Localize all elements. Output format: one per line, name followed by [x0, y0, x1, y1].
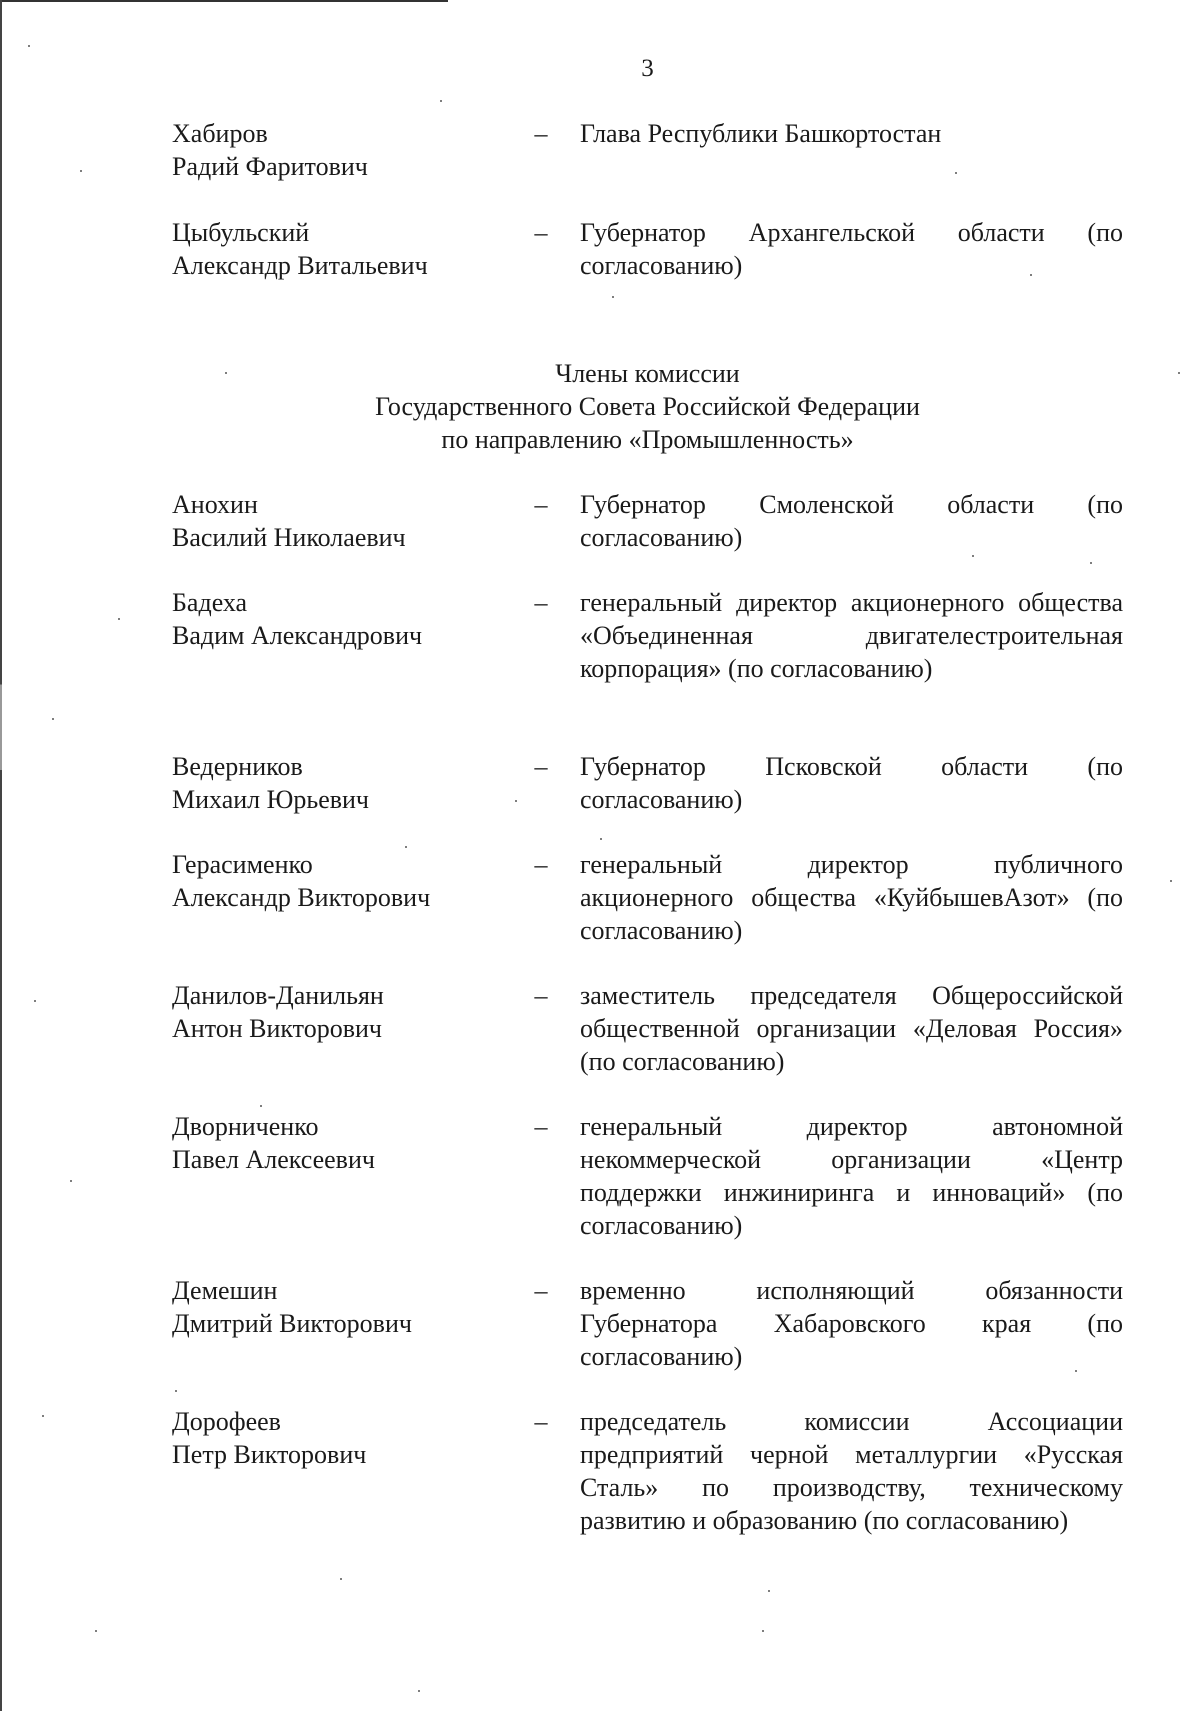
scan-speck [225, 372, 227, 374]
person-name [172, 1405, 502, 1471]
scan-speck [955, 172, 957, 174]
position-description: Губернатор Псковской области (по согласованию) [580, 752, 1123, 814]
person-name [172, 848, 502, 914]
person-name [172, 117, 502, 183]
scan-speck [1030, 274, 1032, 276]
person-name [172, 1110, 502, 1176]
scan-speck [175, 1390, 177, 1392]
scan-speck [118, 618, 120, 620]
dash-separator: – [534, 218, 548, 247]
surname: Герасименко [172, 850, 313, 879]
scan-speck [80, 170, 82, 172]
surname: Дорофеев [172, 1407, 281, 1436]
scan-speck [1178, 372, 1180, 374]
scan-speck [42, 1415, 44, 1417]
scan-speck [612, 296, 614, 298]
scan-speck [418, 1690, 420, 1692]
dash-separator: – [534, 1407, 548, 1436]
scan-speck [440, 100, 442, 102]
section-heading-line: Государственного Совета Российской Федерации [375, 392, 920, 421]
dash-separator: – [534, 981, 548, 1010]
surname: Демешин [172, 1276, 278, 1305]
dash-separator: – [534, 1276, 548, 1305]
position-description: временно исполняющий обязанности Губернатора Хабаровского края (по согласованию) [580, 1276, 1123, 1371]
dash-separator: – [534, 588, 548, 617]
scan-speck [28, 45, 30, 47]
given-names: Александр Витальевич [172, 251, 428, 280]
section-heading [0, 357, 1200, 456]
position-description: генеральный директор публичного акционерного общества «КуйбышевАзот» (по согласованию) [580, 850, 1123, 945]
scan-speck [260, 1105, 262, 1107]
given-names: Радий Фаритович [172, 152, 368, 181]
scan-speck [1090, 562, 1092, 564]
scan-speck [972, 555, 974, 557]
dash-separator: – [534, 1112, 548, 1141]
given-names: Павел Алексеевич [172, 1145, 375, 1174]
given-names: Антон Викторович [172, 1014, 382, 1043]
surname: Бадеха [172, 588, 248, 617]
surname: Ведерников [172, 752, 303, 781]
dash-separator: – [534, 752, 548, 781]
person-name [172, 586, 502, 652]
given-names: Александр Викторович [172, 883, 431, 912]
given-names: Василий Николаевич [172, 523, 406, 552]
page-number: 3 [641, 55, 654, 82]
surname: Цыбульский [172, 218, 310, 247]
scan-speck [762, 1630, 764, 1632]
person-name [172, 488, 502, 554]
given-names: Михаил Юрьевич [172, 785, 370, 814]
surname: Дворниченко [172, 1112, 319, 1141]
person-name [172, 216, 502, 282]
surname: Хабиров [172, 119, 268, 148]
position-description: генеральный директор автономной некоммерческой организации «Центр поддержки инжиниринга и инноваций» (по согласованию) [580, 1112, 1123, 1240]
person-name [172, 1274, 502, 1340]
scan-speck [95, 1630, 97, 1632]
scan-speck [1075, 1370, 1077, 1372]
scan-speck [340, 1578, 342, 1580]
scan-speck [768, 1590, 770, 1592]
scan-speck [34, 1000, 36, 1002]
position-description: Глава Республики Башкортостан [580, 119, 942, 148]
scan-speck [405, 846, 407, 848]
scan-speck [1170, 880, 1172, 882]
scan-edge-left [0, 0, 2, 1711]
position-description: заместитель председателя Общероссийской общественной организации «Деловая Россия» (по согласованию) [580, 981, 1123, 1076]
scan-speck [52, 718, 54, 720]
surname: Анохин [172, 490, 258, 519]
scan-speck [600, 838, 602, 840]
person-name [172, 979, 502, 1045]
scan-speck [70, 1180, 72, 1182]
position-description: Губернатор Архангельской области (по согласованию) [580, 218, 1123, 280]
position-description: Губернатор Смоленской области (по согласованию) [580, 490, 1123, 552]
person-name [172, 750, 502, 816]
given-names: Вадим Александрович [172, 621, 423, 650]
dash-separator: – [534, 490, 548, 519]
scan-speck [515, 800, 517, 802]
dash-separator: – [534, 850, 548, 879]
dash-separator: – [534, 119, 548, 148]
section-heading-line: по направлению «Промышленность» [441, 425, 854, 454]
position-description: председатель комиссии Ассоциации предприятий черной металлургии «Русская Сталь» по производству, техническому развитию и образованию (по согласованию) [580, 1407, 1123, 1535]
section-heading-line: Члены комиссии [555, 359, 740, 388]
given-names: Дмитрий Викторович [172, 1309, 412, 1338]
given-names: Петр Викторович [172, 1440, 367, 1469]
scan-edge-top [0, 0, 448, 2]
surname: Данилов-Данильян [172, 981, 384, 1010]
position-description: генеральный директор акционерного общества «Объединенная двигателестроительная корпорация» (по согласованию) [580, 588, 1123, 683]
